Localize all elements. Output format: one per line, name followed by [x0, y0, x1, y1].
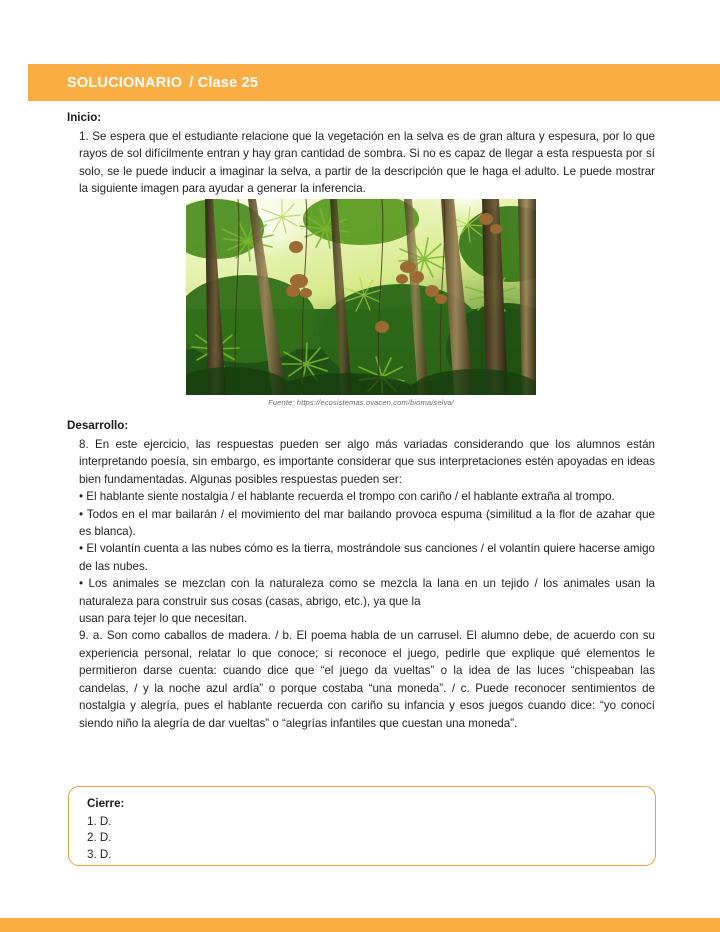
- figure-caption: Fuente: https://ecosistemas.ovacen.com/bioma/selva/: [268, 398, 454, 407]
- header-band: [28, 64, 720, 101]
- cierre-answer-3: 3. D.: [87, 847, 112, 861]
- section-label-cierre: Cierre:: [87, 797, 125, 810]
- desarrollo-section: [67, 418, 655, 732]
- desarrollo-orphan-line: usan para tejer lo que necesitan.: [79, 612, 248, 626]
- page-title: [67, 75, 258, 91]
- photo-frame: [186, 199, 536, 395]
- cierre-box: [68, 786, 656, 866]
- header-title-class: / Clase 25: [189, 74, 259, 91]
- cierre-answer-2: 2. D.: [87, 831, 112, 844]
- desarrollo-bullet-3: • Los animales se mezclan con la naturaleza como se mezcla la lana en un tejido / los animales usan la naturaleza para construir sus cosas (casas, abrigo, etc.), ya que la: [79, 577, 655, 608]
- rainforest-canopy-photo: [186, 199, 536, 395]
- cierre-answer-1: 1. D.: [87, 814, 112, 828]
- footer-band: [0, 918, 720, 932]
- section-label-desarrollo: Desarrollo:: [67, 419, 129, 432]
- document-body: [67, 110, 655, 198]
- desarrollo-paragraph-9: 9. a. Son como caballos de madera. / b. El poema habla de un carrusel. El alumno debe, de acuerdo con su experiencia personal, relatar lo que conoce; si reconoce el juego, pedirle que explique qué elementos le permitieron darse cuenta: cuando dice que “el juego da vueltas” o la idea de las luces “chispeaban las candelas, / y la noche azul ardía” o porque costaba “una moneda”. / c. Puede reconocer sentimientos de nostalgia y alegría, pues el hablante recuerda con cariño su infancia y esos juegos cuando dice: “yo conocí siendo niño la alegría de dar vueltas” o “alegrías infantiles que cuestan una moneda”.: [79, 629, 655, 730]
- desarrollo-bullet-1: • Todos en el mar bailarán / el movimiento del mar bailando provoca espuma (similitud a la flor de azahar que es blanca).: [79, 507, 655, 539]
- desarrollo-paragraph-8: 8. En este ejercicio, las respuestas pueden ser algo más variadas considerando que los alumnos están interpretando poesía, sin embargo, es importante considerar que sus interpretaciones estén apoyadas en ideas bien fundamentadas. Algunas posibles respuestas pueden ser:: [79, 438, 655, 486]
- header-title-main: SOLUCIONARIO: [67, 74, 183, 91]
- desarrollo-bullet-0: • El hablante siente nostalgia / el hablante recuerda el trompo con cariño / el hablante extraña al trompo.: [79, 490, 615, 504]
- section-label-inicio: Inicio:: [67, 111, 102, 124]
- desarrollo-bullet-2: • El volantín cuenta a las nubes cómo es la tierra, mostrándole sus canciones / el volantín quiere hacerse amigo de las nubes.: [79, 542, 655, 573]
- jungle-illustration: [186, 199, 536, 395]
- inicio-paragraph: 1. Se espera que el estudiante relacione que la vegetación en la selva es de gran altura y espesura, por lo que rayos de sol difícilmente entran y hay gran cantidad de sombra. Si no es capaz de llegar a esta respuesta por sí solo, se le puede inducir a imaginar la selva, a partir de la descripción que le haga el adulto. Le puede mostrar la siguiente imagen para ayudar a generar la inferencia.: [79, 130, 655, 196]
